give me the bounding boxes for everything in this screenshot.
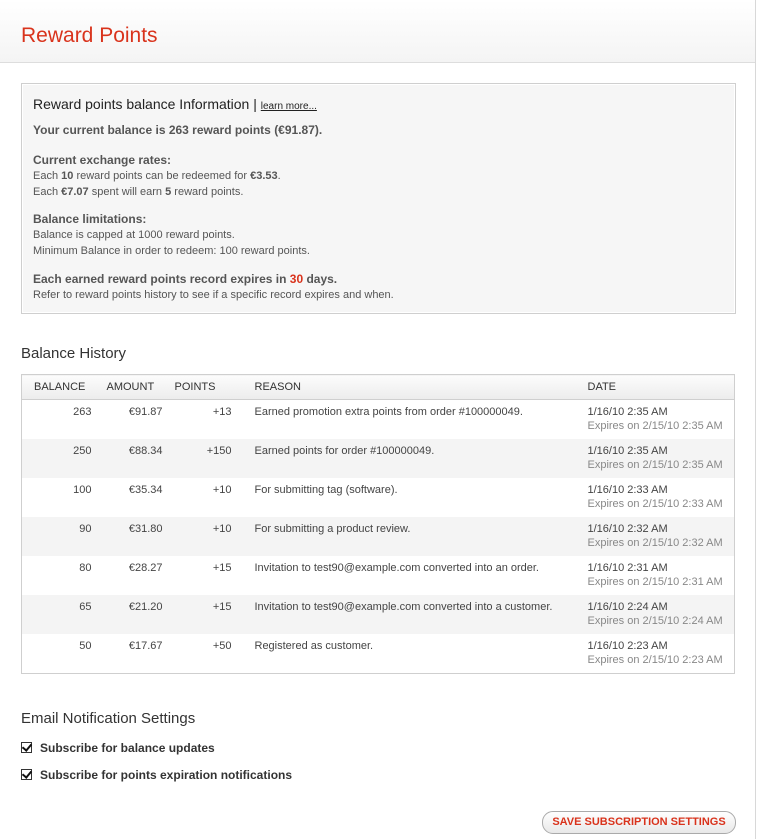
page-title: Reward Points <box>21 24 158 47</box>
history-rows <box>22 400 735 674</box>
balance-updates-label: Subscribe for balance updates <box>40 741 215 755</box>
exchange-rate-line-2: Each €7.07 spent will earn 5 reward points. <box>33 186 244 198</box>
limitation-line-1: Balance is capped at 1000 reward points. <box>33 229 235 241</box>
column-header-points: POINTS <box>163 375 232 400</box>
cell-reason: Earned points for order #100000049. <box>232 439 578 478</box>
cell-points: +10 <box>212 484 232 496</box>
cell-points: +15 <box>212 562 232 574</box>
column-header-reason: REASON <box>232 375 578 400</box>
cell-amount: €35.34 <box>128 484 163 496</box>
cell-balance: 65 <box>22 595 92 634</box>
expiry-heading: Each earned reward points record expires in 30 days. <box>33 272 338 286</box>
table-row <box>22 478 735 517</box>
cell-points: +13 <box>212 406 232 418</box>
current-balance: Your current balance is 263 reward points (€91.87). <box>33 123 323 137</box>
balance-limitations-heading: Balance limitations: <box>33 212 147 226</box>
exchange-rates-heading: Current exchange rates: <box>33 153 172 167</box>
cell-balance: 263 <box>73 406 92 418</box>
cell-reason: Invitation to test90@example.com converted into a customer. <box>232 595 578 634</box>
cell-balance: 90 <box>22 517 92 556</box>
page-header <box>0 0 755 63</box>
expires-date: Expires on 2/15/10 2:35 AM <box>587 420 723 432</box>
cell-date: 1/16/10 2:24 AM Expires on 2/15/10 2:24 AM <box>578 595 735 634</box>
cell-date: 1/16/10 2:32 AM Expires on 2/15/10 2:32 AM <box>578 517 735 556</box>
expires-date: Expires on 2/15/10 2:24 AM <box>587 615 723 627</box>
table-row <box>22 595 735 634</box>
balance-limitations-section <box>33 211 310 259</box>
table-row <box>22 634 735 674</box>
cell-date: 1/16/10 2:35 AM Expires on 2/15/10 2:35 AM <box>578 400 735 440</box>
cell-balance: 250 <box>22 439 92 478</box>
cell-balance: 80 <box>79 562 92 574</box>
column-header-amount: AMOUNT <box>92 375 163 400</box>
info-heading-row <box>33 96 317 112</box>
cell-points: +10 <box>163 517 232 556</box>
cell-reason: Registered as customer. <box>254 640 374 652</box>
cell-date: 1/16/10 2:31 AM Expires on 2/15/10 2:31 AM <box>578 556 735 595</box>
cell-amount: €21.20 <box>92 595 163 634</box>
cell-points: +150 <box>163 439 232 478</box>
cell-points: +15 <box>163 595 232 634</box>
expiry-note: Refer to reward points history to see if a specific record expires and when. <box>33 289 394 301</box>
cell-reason: For submitting tag (software). <box>254 484 398 496</box>
balance-updates-checkbox[interactable] <box>21 742 32 753</box>
learn-more-link[interactable]: learn more... <box>260 101 317 112</box>
cell-balance: 100 <box>73 484 92 496</box>
expires-date: Expires on 2/15/10 2:33 AM <box>587 498 723 510</box>
save-subscription-settings-button[interactable]: SAVE SUBSCRIPTION SETTINGS <box>542 811 736 834</box>
table-header-row <box>22 375 735 400</box>
expiration-notifications-checkbox[interactable] <box>21 769 32 780</box>
cell-amount: €28.27 <box>128 562 163 574</box>
exchange-rates-section <box>33 152 281 200</box>
cell-date: 1/16/10 2:23 AM Expires on 2/15/10 2:23 AM <box>578 634 735 674</box>
table-row <box>22 556 735 595</box>
cell-date: 1/16/10 2:33 AM Expires on 2/15/10 2:33 AM <box>578 478 735 517</box>
cell-date: 1/16/10 2:35 AM Expires on 2/15/10 2:35 AM <box>578 439 735 478</box>
cell-balance: 50 <box>79 640 92 652</box>
balance-info-box <box>21 83 736 314</box>
info-separator: | <box>253 96 257 112</box>
cell-reason: Invitation to test90@example.com converted into an order. <box>254 562 539 574</box>
expiry-days: 30 <box>289 272 304 286</box>
cell-amount: €17.67 <box>128 640 163 652</box>
expires-date: Expires on 2/15/10 2:35 AM <box>587 459 723 471</box>
exchange-rate-line-1: Each 10 reward points can be redeemed for €3.53. <box>33 170 281 182</box>
info-heading: Reward points balance Information <box>33 96 250 112</box>
expiry-section <box>33 271 394 303</box>
cell-amount: €88.34 <box>92 439 163 478</box>
cell-amount: €31.80 <box>92 517 163 556</box>
cell-points: +50 <box>212 640 232 652</box>
column-header-balance: BALANCE <box>22 375 92 400</box>
limitation-line-2: Minimum Balance in order to redeem: 100 reward points. <box>33 245 310 257</box>
table-row <box>22 439 735 478</box>
table-row <box>22 400 735 440</box>
balance-history-table <box>21 374 735 674</box>
balance-history-title: Balance History <box>21 345 127 362</box>
table-row <box>22 517 735 556</box>
expires-date: Expires on 2/15/10 2:23 AM <box>587 654 723 666</box>
email-notifications-title: Email Notification Settings <box>21 710 196 727</box>
cell-reason: Earned promotion extra points from order #100000049. <box>254 406 523 418</box>
cell-reason: For submitting a product review. <box>232 517 578 556</box>
column-header-date: DATE <box>578 375 735 400</box>
expiration-notifications-label: Subscribe for points expiration notifications <box>40 768 293 782</box>
expires-date: Expires on 2/15/10 2:31 AM <box>587 576 723 588</box>
balance-updates-setting <box>21 741 215 755</box>
cell-amount: €91.87 <box>128 406 163 418</box>
expires-date: Expires on 2/15/10 2:32 AM <box>587 537 723 549</box>
expiration-notifications-setting <box>21 768 292 782</box>
